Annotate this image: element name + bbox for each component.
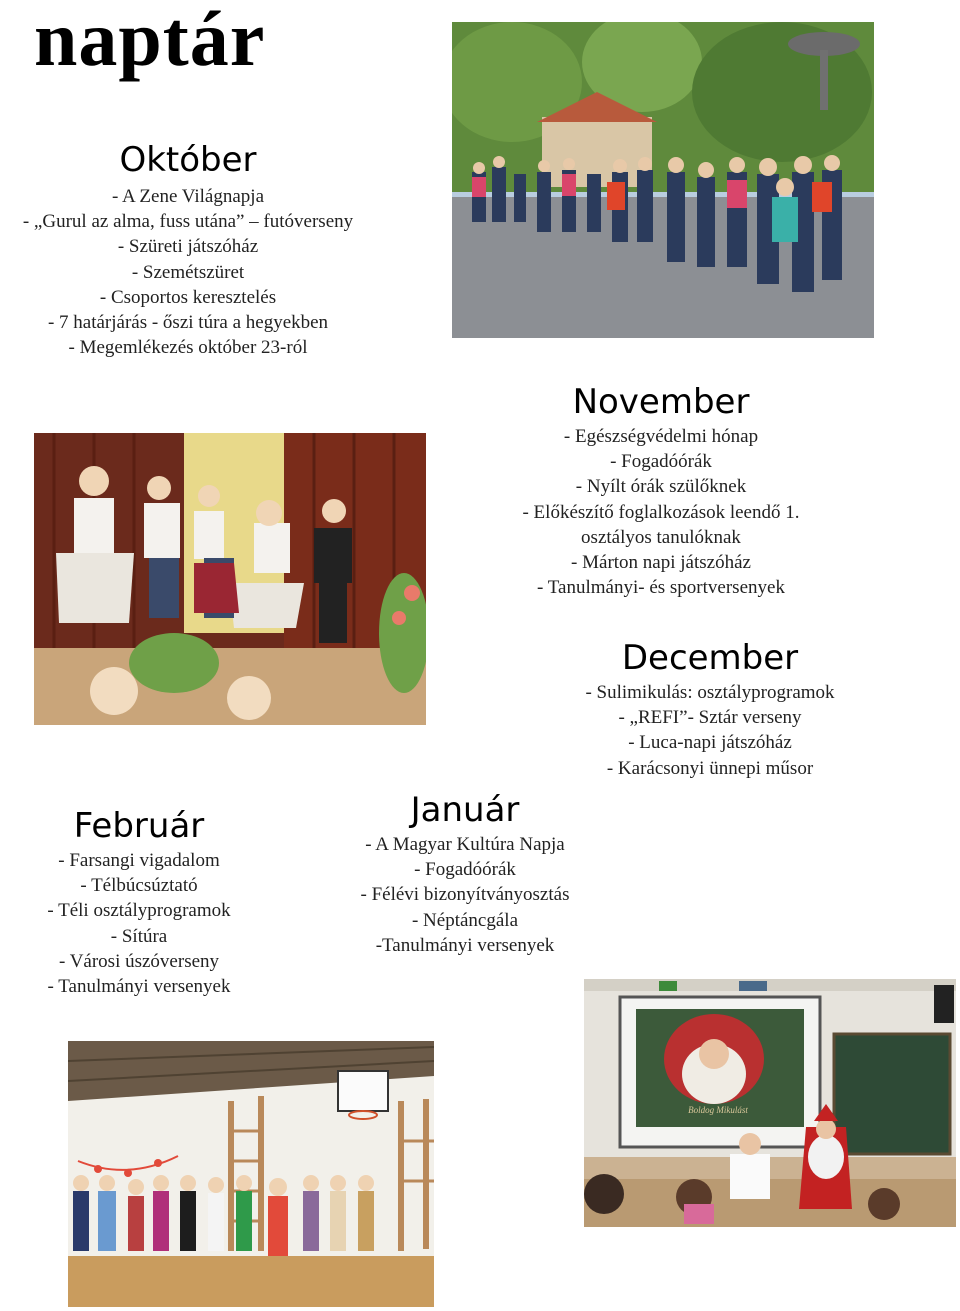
list-item: - Fogadóórák	[414, 859, 516, 881]
november-heading: November	[572, 382, 750, 422]
list-item: - „REFI”- Sztár verseny	[618, 707, 802, 729]
february-list	[24, 848, 254, 999]
carnival-gym-photo	[68, 1041, 434, 1307]
list-item: - Luca-napi játszóház	[628, 732, 792, 754]
list-item: - Egészségvédelmi hónap	[563, 426, 759, 447]
list-item: - Előkészítő foglalkozások leendő 1.	[522, 501, 800, 523]
list-item: - Karácsonyi ünnepi műsor	[606, 757, 814, 779]
november-section	[496, 382, 826, 600]
january-list	[340, 832, 590, 958]
list-item: - Nyílt órák szülőknek	[575, 476, 747, 498]
list-item: - Félévi bizonyítványosztás	[360, 884, 570, 906]
february-section	[24, 806, 254, 999]
santa-classroom-photo	[584, 979, 956, 1227]
october-section	[0, 140, 376, 360]
list-item: - A Magyar Kultúra Napja	[365, 834, 565, 855]
page-title: naptár	[34, 0, 266, 82]
december-section	[560, 638, 860, 781]
list-item: - Téli osztályprogramok	[47, 900, 231, 922]
list-item: - Márton napi játszóház	[571, 552, 751, 574]
october-heading: Október	[119, 140, 257, 180]
list-item: - Szüreti játszóház	[117, 236, 259, 258]
december-list	[560, 680, 860, 781]
list-item: - Szemétszüret	[131, 261, 245, 283]
november-list	[496, 424, 826, 600]
list-item: osztályos tanulóknak	[581, 526, 741, 548]
list-item: - „Gurul az alma, fuss utána” – futóverseny	[22, 211, 354, 233]
screen-caption: Boldog Mikulást	[688, 1105, 748, 1115]
october-list	[0, 184, 376, 360]
list-item: -Tanulmányi versenyek	[375, 934, 555, 956]
list-item: - Télbúcsúztató	[80, 875, 198, 897]
list-item: - A Zene Világnapja	[111, 186, 265, 207]
february-heading: Február	[73, 806, 205, 846]
schoolyard-photo	[452, 22, 874, 338]
list-item: - Megemlékezés október 23-ról	[68, 337, 308, 359]
list-item: - Csoportos keresztelés	[99, 286, 277, 308]
list-item: - Farsangi vigadalom	[58, 850, 220, 871]
list-item: - Néptáncgála	[411, 909, 519, 931]
list-item: - 7 határjárás - őszi túra a hegyekben	[47, 312, 329, 334]
list-item: - Városi úszóverseny	[58, 950, 220, 972]
list-item: - Sítúra	[110, 925, 168, 947]
list-item: - Fogadóórák	[610, 451, 712, 473]
january-section	[340, 790, 590, 958]
list-item: - Tanulmányi versenyek	[47, 976, 231, 998]
folk-dance-photo	[34, 433, 426, 725]
list-item: - Sulimikulás: osztályprogramok	[585, 682, 835, 703]
january-heading: Január	[410, 790, 520, 830]
list-item: - Tanulmányi- és sportversenyek	[537, 577, 785, 599]
december-heading: December	[621, 638, 799, 678]
